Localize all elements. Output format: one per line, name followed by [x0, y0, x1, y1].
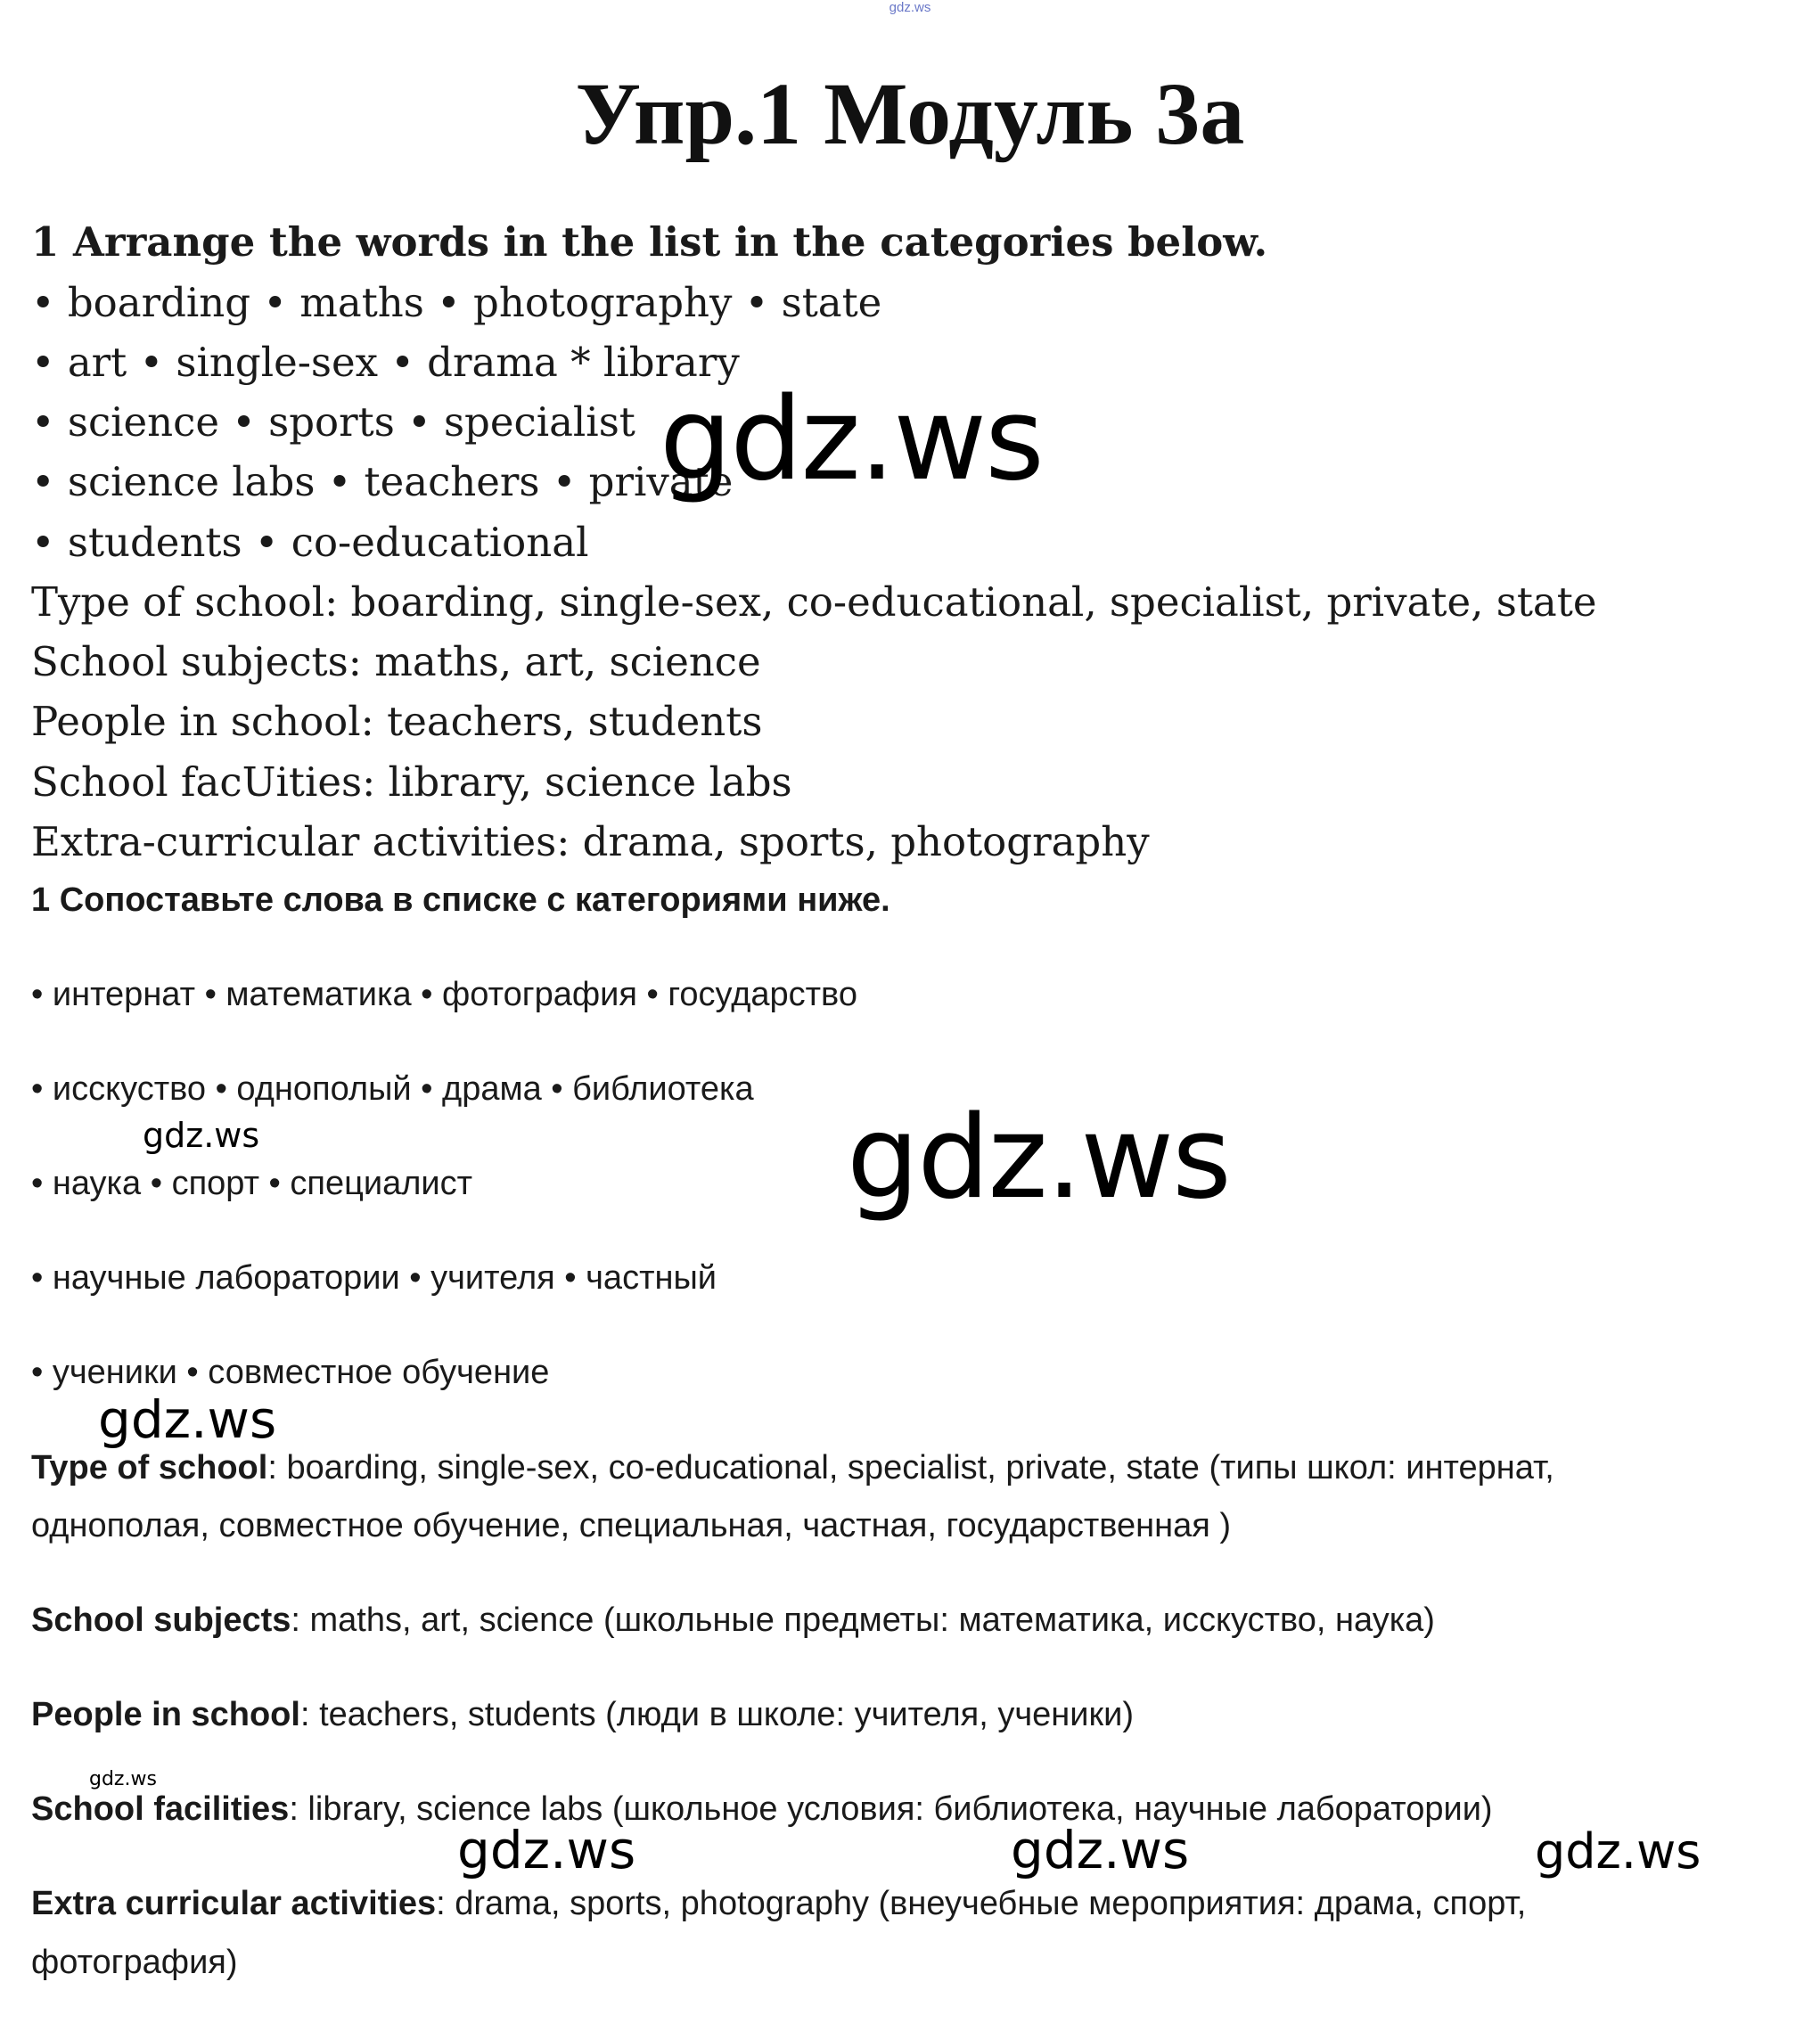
russian-answer-school-facilities — [31, 1788, 1493, 1831]
english-word-line: • science labs • teachers • private — [31, 458, 734, 505]
english-word-line: • art • single-sex • drama * library — [31, 339, 740, 386]
answer-text: : drama, sports, photography (внеучебные мероприятия: драма, спорт, — [436, 1885, 1527, 1922]
english-answer-type-of-school: Type of school: boarding, single-sex, co-educational, specialist, private, state — [31, 578, 1597, 626]
answer-text: : teachers, students (люди в школе: учителя, ученики) — [299, 1696, 1134, 1733]
russian-answer-extra-curricular-cont: фотография) — [31, 1944, 238, 1981]
watermark-text: gdz.ws — [1011, 1820, 1190, 1880]
russian-word-line: • научные лаборатории • учителя • частный — [31, 1259, 717, 1297]
english-answer-extra-curricular: Extra-curricular activities: drama, sports, photography — [31, 818, 1150, 865]
english-word-line: • students • co-educational — [31, 519, 589, 566]
russian-answer-type-of-school — [31, 1446, 1554, 1489]
watermark-text: gdz.ws — [89, 1768, 157, 1790]
english-word-line: • science • sports • specialist — [31, 398, 635, 446]
english-instruction: 1 Arrange the words in the list in the categories below. — [31, 218, 1268, 266]
watermark-text: gdz.ws — [660, 373, 1043, 506]
answer-text: : library, science labs (школьное условия: библиотека, научные лаборатории) — [289, 1790, 1493, 1828]
answer-text: : boarding, single-sex, co-educational, specialist, private, state (типы школ: интернат, — [267, 1449, 1554, 1487]
page-title: Упр.1 Модуль 3а — [575, 64, 1245, 163]
watermark-text: gdz.ws — [457, 1820, 636, 1880]
russian-answer-extra-curricular — [31, 1882, 1526, 1925]
russian-word-line: • интернат • математика • фотография • государство — [31, 976, 857, 1013]
russian-instruction: 1 Сопоставьте слова в списке с категориями ниже. — [31, 881, 890, 919]
watermark-text: gdz.ws — [143, 1116, 260, 1155]
russian-answer-type-of-school-cont: однополая, совместное обучение, специальная, частная, государственная ) — [31, 1507, 1232, 1544]
russian-answer-school-subjects — [31, 1599, 1435, 1642]
answer-label: People in school — [31, 1696, 300, 1733]
answer-label: Extra curricular activities — [31, 1885, 437, 1922]
answer-label: School subjects — [31, 1601, 291, 1639]
english-answer-people-in-school: People in school: teachers, students — [31, 698, 763, 745]
russian-word-line: • наука • спорт • специалист — [31, 1165, 473, 1202]
english-answer-school-facilities: School facUities: library, science labs — [31, 758, 792, 806]
header-watermark: gdz.ws — [889, 0, 931, 15]
russian-word-line: • исскуство • однополый • драма • библиотека — [31, 1070, 754, 1108]
answer-text: : maths, art, science (школьные предметы: математика, исскуство, наука) — [291, 1601, 1435, 1639]
answer-label: School facilities — [31, 1790, 290, 1828]
russian-answer-people-in-school — [31, 1693, 1134, 1736]
english-word-line: • boarding • maths • photography • state — [31, 279, 882, 326]
russian-word-line: • ученики • совместное обучение — [31, 1354, 550, 1391]
watermark-text: gdz.ws — [1535, 1823, 1701, 1880]
watermark-text: gdz.ws — [98, 1389, 277, 1450]
answer-label: Type of school — [31, 1449, 268, 1487]
watermark-text: gdz.ws — [847, 1092, 1230, 1224]
english-answer-school-subjects: School subjects: maths, art, science — [31, 638, 761, 685]
